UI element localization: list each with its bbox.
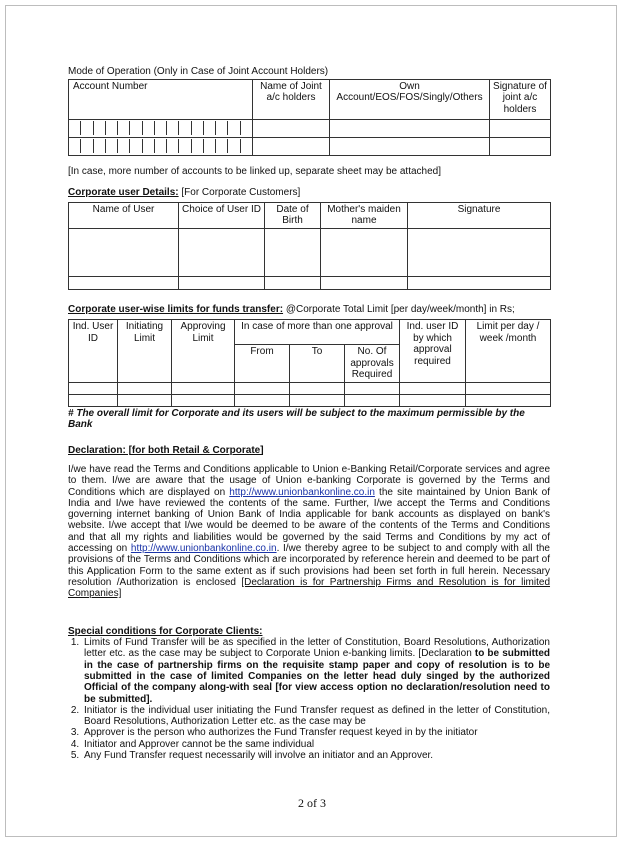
special-heading: Special conditions for Corporate Clients:: [68, 625, 263, 637]
header-more-than-one-approval: In case of more than one approval: [235, 320, 400, 345]
header-account-number: Account Number: [69, 79, 253, 119]
list-item: 3. Approver is the person who authorizes the Fund Transfer request keyed in by the initiator: [82, 727, 550, 738]
list-item: 4. Initiator and Approver cannot be the same individual: [82, 739, 550, 750]
account-number-boxes: [69, 137, 253, 155]
header-own-account: Own Account/EOS/FOS/Singly/Others: [330, 79, 490, 119]
corp-users-heading: Corporate user Details: [For Corporate Customers]: [68, 187, 301, 198]
header-mothers-maiden-name: Mother's maiden name: [321, 202, 408, 228]
declaration-heading: Declaration: [for both Retail & Corporate]: [68, 444, 264, 456]
header-to: To: [290, 345, 345, 383]
special-conditions-list: [82, 637, 550, 761]
document-content: [68, 62, 550, 761]
header-joint-holders: Name of Joint a/c holders: [253, 79, 330, 119]
account-number-boxes: [69, 119, 253, 137]
declaration-text: I/we have read the Terms and Conditions applicable to Union e-Banking Retail/Corporate services and agree to them. I/we are aware that the usage of Union e-banking Corporate is governed by the Terms and Conditions which are displayed on http://www.unionbankonline.co.in the site maintained by Union Bank of India and I/we have reviewed the contents of the same. Further, I/we accept the Terms and Conditions governing internet banking of Union Bank of India applicable for bank accounts as displayed on bank's website. I/we accept that I/we would be deemed to be aware of the contents of the Terms and Conditions and that all my rights and liabilities would be governed by the said Terms and Conditions by my act of accessing on http://www.unionbankonline.co.in. I/we thereby agree to be subject to and comply with all the provisions of the Terms and Conditions which are incorporated by reference herein and deemed to be part of this Application Form to the same extent as if such provisions had been set forth in full herein. Necessary resolution /Authorization is enclosed [Declaration is for Partnership Firms and Resolution is for limited Companies]: [68, 464, 551, 600]
header-choice-user-id: Choice of User ID: [179, 202, 265, 228]
header-from: From: [235, 345, 290, 383]
corp-users-table: [68, 202, 551, 290]
header-signature: Signature of joint a/c holders: [490, 79, 551, 119]
limits-table: [68, 319, 551, 407]
header-ind-user-id: Ind. User ID: [69, 320, 118, 383]
bank-website-link[interactable]: http://www.unionbankonline.co.in: [229, 486, 375, 498]
header-approving-limit: Approving Limit: [172, 320, 235, 383]
mode-table: [68, 79, 551, 156]
list-item: 5. Any Fund Transfer request necessarily will involve an initiator and an Approver.: [82, 750, 550, 761]
header-no-of-approvals: No. Of approvals Required: [345, 345, 400, 383]
bank-website-link[interactable]: http://www.unionbankonline.co.in: [130, 543, 277, 555]
page-number: 2 of 3: [298, 796, 326, 810]
header-limit-per-period: Limit per day / week /month: [466, 320, 551, 383]
header-approval-user-id: Ind. user ID by which approval required: [400, 320, 466, 383]
limits-heading: Corporate user-wise limits for funds transfer: @Corporate Total Limit [per day/week/month] in Rs;: [68, 303, 515, 315]
header-date-of-birth: Date of Birth: [265, 202, 321, 228]
list-item: 1. Limits of Fund Transfer will be as specified in the letter of Constitution, Board Resolutions, Authorization letter etc. as the case may be subject to Corporate Union e-banking limits. [Declaration to be submitted in the case of partnership firms on the requisite stamp paper and copy of resolution is to be submitted in the case of limited Companies on the letter head duly singed by the authorized Official of the company along-with seal [for view access option no declaration/resolution need to be submitted].: [82, 637, 550, 705]
mode-heading: Mode of Operation (Only in Case of Joint Account Holders): [68, 66, 329, 77]
limits-note: # The overall limit for Corporate and its users will be subject to the maximum permissible by the Bank: [68, 407, 525, 430]
header-initiating-limit: Initiating Limit: [118, 320, 172, 383]
header-signature: Signature: [408, 202, 551, 228]
list-item: 2. Initiator is the individual user initiating the Fund Transfer request as defined in the letter of Constitution, Board Resolutions, Authorization Letter etc. as the case may be: [82, 705, 550, 728]
mode-note: [In case, more number of accounts to be linked up, separate sheet may be attached]: [68, 165, 441, 177]
header-name-of-user: Name of User: [69, 202, 179, 228]
